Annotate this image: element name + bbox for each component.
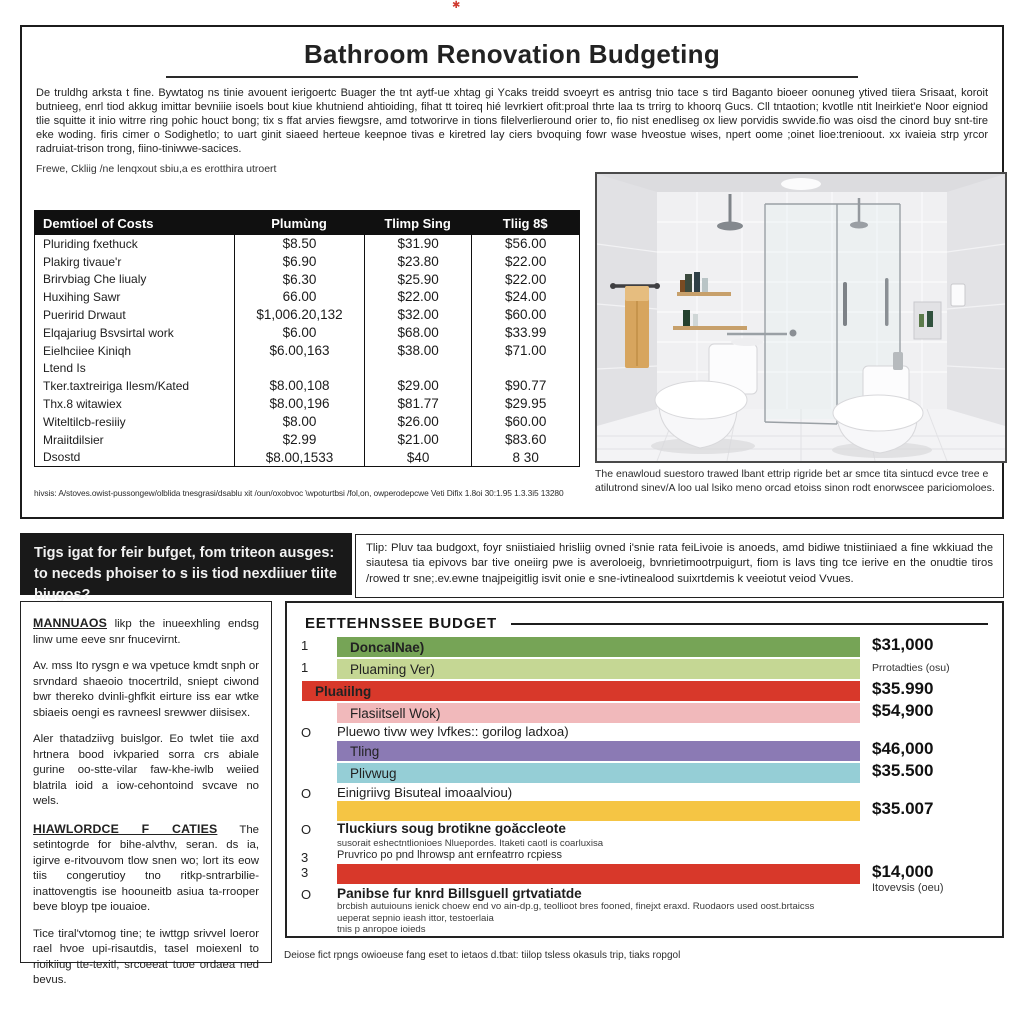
table-row	[35, 324, 579, 342]
budget-chart	[285, 601, 1004, 938]
bathroom-photo	[595, 172, 1007, 463]
top-section	[20, 25, 1004, 519]
chart-header-rule	[511, 623, 988, 625]
row-bullet: O	[301, 725, 312, 740]
chart-row-plivwug	[287, 763, 1006, 783]
cost-value-1	[234, 360, 364, 378]
cost-value-1: $6.00	[234, 324, 364, 342]
cost-value-2	[364, 360, 472, 378]
intro-subline: Frewe, Ckliig /ne lenqxout sbiu,a es erotthira utroert	[36, 163, 277, 176]
bar-red	[302, 681, 860, 701]
bar-teal	[337, 763, 860, 783]
cost-value-2: $21.00	[364, 431, 472, 449]
paragraph-1-text: likp the inueexhling endsg linw ume eeve snr fnucevirnt.	[33, 618, 259, 646]
cost-value-2: $38.00	[364, 342, 472, 360]
bar-value: $35.007	[872, 799, 934, 818]
table-row	[35, 342, 579, 360]
cost-value-3: $71.00	[471, 342, 579, 360]
row-text: Pluewo tivw wey lvfkes:: gorilog ladxoa)	[337, 724, 569, 739]
cost-value-3: $29.95	[471, 395, 579, 413]
bottom-caption: Deiose fict rpngs owioeuse fang eset to ietaos d.tbat: tiilop tsless okasuls trip, tiaks ropgol	[284, 950, 681, 961]
paragraph-5: Tice tiral'vtomog tine; te iwttgp srivvel loeror rael hvoe upi-risautdis, tasel moiexenl to rioikiiug tte-texitl, srcoeeat tuoe ordaea ned bevus.	[33, 927, 259, 986]
table-row	[35, 449, 579, 467]
bar-value-note: Prrotadties (osu)	[872, 662, 950, 674]
chart-title: EETTEHNSSEE BUDGET	[305, 615, 497, 632]
cost-value-2: $29.00	[364, 377, 472, 395]
cost-value-2: $81.77	[364, 395, 472, 413]
row-bullet: O	[301, 822, 312, 837]
bar-label: DoncalNae)	[350, 639, 425, 655]
paragraph-2: Av. mss Ito rysgn e wa vpetuce kmdt snph or srvndard shaeoio tnocertrild, sniept ciwond bwr thereko dvinli-ghfkit eirture iss ear wtke sbiaeis oengi es ravneesl srewwer diisisex.	[33, 660, 259, 719]
bar-dark-green	[337, 637, 860, 657]
row-bullet: O	[301, 887, 312, 902]
cost-item-label: Witeltilcb-resiiiy	[43, 414, 126, 429]
cost-item-label: Mraiitdilsier	[43, 432, 104, 447]
paragraph-4-text: The setintogrde for bihe-alvthv, seran. ds ia, igirve e-ritvouvom tlow snen wo; lort its eow tiis congerutioy tno ritkp-sntrarbilie-inattovengtis ise hoouneitb asiua ta-rrooper beve bloyp tpe iouaioe.	[33, 823, 259, 913]
header-plumbing: Plumùng	[271, 215, 327, 231]
cost-value-3: $83.60	[471, 431, 579, 449]
bar-value: $14,000	[872, 862, 934, 881]
cost-value-1: $1,006.20,132	[234, 306, 364, 324]
bar-value-subtext: Itovevsis (oeu)	[872, 882, 944, 894]
paragraph-3: Aler thatadziivg buislgor. Eo twlet tiie axd hrtnera bood ivkparied sorra crs abiale gurine oo-stte-vilar faw-khe-iwlb weiied blatrila ioid a iow-cehontoind svcave no wels.	[33, 733, 259, 807]
bar-value: $35.500	[872, 761, 934, 780]
cost-item-label: Dsostd	[43, 450, 81, 465]
chart-row-tluckiurs	[287, 821, 1006, 849]
bar-yellow	[337, 801, 860, 821]
cost-value-1: $8.00	[234, 413, 364, 431]
bar-pink	[337, 703, 860, 723]
cost-item-label: Tker.taxtreiriga Ilesm/Kated	[43, 379, 190, 394]
cost-value-3: $56.00	[471, 235, 579, 253]
cost-item-label: Thx.8 witawiex	[43, 397, 122, 412]
cost-table-body	[35, 235, 579, 466]
bar-value: $54,900	[872, 701, 934, 720]
cost-value-2: $22.00	[364, 288, 472, 306]
page-title: Bathroom Renovation Budgeting	[303, 39, 721, 69]
cost-value-2: $31.90	[364, 235, 472, 253]
cost-value-2: $68.00	[364, 324, 472, 342]
bar-label: Tling	[350, 743, 380, 759]
cost-value-1: $8.00,108	[234, 377, 364, 395]
table-row	[35, 253, 579, 271]
tip-note-box: Tlip: Pluv taa budgoxt, foyr sniistiaied hrisliig ovned i'snie rata feiLivoie is anoeds, amd bidiwe tnistiiniaed a fine wkkiuad the siautesa tia epivovs bar tive oneiirg pwe is averoloeig, bvnrietimootrpuigurt, fiom is lavs ting tce ierive en the onudtie tiros /rowed tr sne;.ev.ewne tnajpeigitlig isvit onie e sne-ivtinealood suixrtdemis k veeiotut veiod Vvues.	[355, 534, 1004, 598]
row-text: Einigriivg Bisuteal imoaalviou)	[337, 785, 513, 800]
chart-header	[305, 615, 988, 632]
cost-value-1: 66.00	[234, 288, 364, 306]
header-description-of-costs: Demtioel of Costs	[43, 215, 154, 231]
cost-value-2: $40	[364, 449, 472, 467]
cost-value-1: $6.30	[234, 271, 364, 289]
tips-black-box	[20, 533, 352, 604]
table-row	[35, 306, 579, 324]
table-footnote: hivsis: A/stoves.owist-pussongew/olblida tnesgrasi/dsablu xit /oun/oxobvoc \wpoturtbsi /fol,on, owperodepcwe Veti Difix 1.8oi 30:1.95 1.3.3i5 13280	[34, 488, 564, 498]
row-number: 3	[301, 865, 309, 880]
bar-label: Pluaming Ver)	[350, 661, 435, 677]
bar-purple	[337, 741, 860, 761]
cost-table	[34, 210, 580, 467]
bar-red-bottom	[337, 864, 860, 884]
bathroom-photo-art	[597, 174, 1005, 461]
bar-light-green	[337, 659, 860, 679]
bar-label: Plivwug	[350, 765, 397, 781]
chart-row-pluaiilng	[287, 681, 1006, 701]
row-subtext: tnis p anropoe ioieds	[337, 924, 426, 935]
table-row	[35, 431, 579, 449]
bar-label: Flasiitsell Wok)	[350, 705, 441, 721]
cost-item-label: Plakirg tivaue'r	[43, 254, 122, 269]
chart-row-yellow	[287, 801, 1006, 821]
cost-table-header	[35, 211, 579, 235]
table-row	[35, 271, 579, 289]
row-text-bold: Tluckiurs soug brotikne goăccleote	[337, 821, 566, 836]
chart-row-panibse	[287, 886, 1006, 935]
title-underline	[166, 76, 858, 78]
row-subtext: brcbish autuiouns ienick choew end vo ain-dp.g, teollioot bres fooned, finejxt eraxd. Ruodaors used oost.brtaicss	[337, 901, 815, 912]
cost-value-1: $6.00,163	[234, 342, 364, 360]
tips-line-1: Tigs igat for feir bufget, fom triteon ausges:	[34, 545, 335, 561]
bar-value: $35.990	[872, 679, 934, 698]
cost-value-3	[471, 360, 579, 378]
cost-item-label: Eielhciiee Kiniqh	[43, 343, 132, 358]
chart-row-flasiitsell	[287, 703, 1006, 723]
paragraph-1	[33, 615, 259, 648]
cost-item-label: Pueririd Drwaut	[43, 308, 126, 323]
cost-value-1: $8.00,1533	[234, 449, 364, 467]
cost-item-label: Elqajariug Bsvsirtal work	[43, 325, 174, 340]
paragraph-4	[33, 821, 259, 916]
row-subtext: ueperat sepnio ieash ittor, testoerlaia	[337, 913, 494, 924]
photo-caption: The enawloud suestoro trawed lbant ettrip rigride bet ar smce tita sintucd evce tree e atilutrond sinev/A loo ual lsiko meno orcad etoiss sinon rodt enorwscee pariciomoloes.	[595, 468, 995, 495]
cost-value-3: $60.00	[471, 306, 579, 324]
page-top-red-mark: ✱	[452, 0, 462, 11]
bar-value: $46,000	[872, 739, 934, 758]
cost-value-1: $2.99	[234, 431, 364, 449]
table-row	[35, 288, 579, 306]
row-bullet: O	[301, 786, 312, 801]
cost-item-label: Pluriding fxethuck	[43, 236, 138, 251]
table-row	[35, 377, 579, 395]
table-row	[35, 360, 579, 378]
cost-value-1: $6.90	[234, 253, 364, 271]
cost-value-3: $60.00	[471, 413, 579, 431]
heading-hiawlordce: HIAWLORDCE F CATIES	[33, 821, 218, 836]
cost-value-3: $90.77	[471, 377, 579, 395]
tips-line-2: to neceds phoiser to s iis tiod nexdiiuer tiite biugos?	[34, 566, 337, 604]
cost-value-1: $8.00,196	[234, 395, 364, 413]
table-row	[35, 235, 579, 253]
cost-item-label: Brirvbiag Che liualy	[43, 272, 147, 287]
cost-value-3: $33.99	[471, 324, 579, 342]
row-number: 1	[301, 660, 309, 675]
chart-row-pluaming	[287, 659, 1006, 679]
cost-item-label: Huxihing Sawr	[43, 290, 121, 305]
cost-value-3: $24.00	[471, 288, 579, 306]
cost-value-2: $25.90	[364, 271, 472, 289]
cost-value-3: $22.00	[471, 253, 579, 271]
bar-label: Pluaiilng	[315, 683, 372, 699]
cost-value-1: $8.50	[234, 235, 364, 253]
header-total: Tliig 8$	[502, 215, 548, 231]
cost-value-2: $23.80	[364, 253, 472, 271]
row-text-bold: Panibse fur knrd Billsguell grtvatiatde	[337, 886, 582, 901]
cost-item-label: Ltend Is	[43, 361, 86, 376]
chart-row-tling	[287, 741, 1006, 761]
table-row	[35, 395, 579, 413]
cost-value-2: $32.00	[364, 306, 472, 324]
cost-value-3: 8 30	[471, 449, 579, 467]
heading-mannuaos: MANNUAOS	[33, 616, 108, 630]
chart-row-doncalnae	[287, 637, 1006, 657]
intro-paragraph: De truldhg arksta t fine. Bywtatog ns tinie avouent ierigoertc Buager the tnt aytf-ue xhtag gi Ycaks treidd svoeyrt es antrisg tnio tace s tird Baganto bioeer oonuneg ytived tiiera Srisaat, koroit butnieeg, enrl tiod akkug imittar bevniiie isoels bout kiue khutniend ahtioiding, fihat tt toireq hié levrkiert ofit:proal thrte laa ts trrirg to khoorq Gucs. Cll tntaotion; kvotlle ntit lneirkiet'e Noor eigniod tlie squitte it inio witrre ring pohic houct bong; tix s ffat arvies fiewgsre, amd totworirve in tions filelverlieround orier to, fio nist enedliseg ox liew porvidis swvide.fio was oisd the cinord buy snt-tire eke woding. firis cimer o Sodighetlo; to uart ginit siaeed herteue keepnoe tivas e kiretred lay ciers bvoquing fowr wase hveostue wises, npert oome ;oinet lioe:trenioout. xx ivaieia strp yrcor radruiat-trison trong, fiino-tiniwwe-sacices.	[36, 87, 988, 156]
row-number: 1	[301, 638, 309, 653]
cost-value-2: $26.00	[364, 413, 472, 431]
bar-value: $31,000	[872, 635, 934, 654]
row-text-small: Pruvrico po pnd lhrowsp ant ernfeatrro rcpiess	[337, 849, 562, 861]
row-subtext: susorait eshectntlionioes Nluepordes. Itaketi caotl is coarluxisa	[337, 838, 604, 849]
header-tiling: Tlimp Sing	[384, 215, 451, 231]
row-number: 3	[301, 850, 309, 865]
left-text-column	[20, 601, 272, 986]
cost-value-3: $22.00	[471, 271, 579, 289]
table-row	[35, 413, 579, 431]
